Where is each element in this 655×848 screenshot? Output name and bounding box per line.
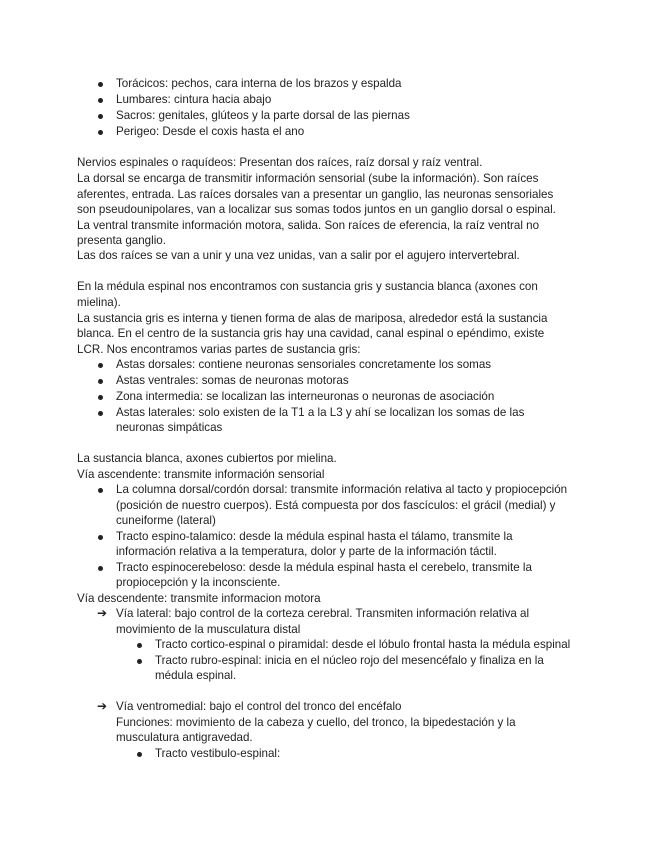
bullet-icon — [98, 130, 103, 135]
list-item: Astas ventrales: somas de neuronas motoras — [116, 374, 349, 387]
list-item: Tracto espino-talamico: desde la médula espinal hasta el tálamo, transmite la — [116, 530, 513, 543]
bullet-icon — [137, 643, 142, 648]
paragraph-line: mielina). — [77, 296, 121, 309]
bullet-icon — [98, 82, 103, 87]
bullet-icon — [137, 752, 142, 757]
list-item-continuation: propiocepción y la inconsciente. — [116, 576, 281, 589]
section-heading: Vía ascendente: transmite información sensorial — [77, 468, 325, 481]
list-item: Sacros: genitales, glúteos y la parte dorsal de las piernas — [116, 109, 410, 122]
arrow-item-continuation: movimiento de la musculatura distal — [116, 623, 301, 636]
paragraph-line: La sustancia blanca, axones cubiertos por mielina. — [77, 452, 337, 465]
paragraph-line: presenta ganglio. — [77, 234, 166, 247]
list-item-continuation: cuneiforme (lateral) — [116, 514, 216, 527]
list-item: Lumbares: cintura hacia abajo — [116, 93, 272, 106]
list-item: Tracto espinocerebeloso: desde la médula espinal hasta el cerebelo, transmite la — [116, 561, 532, 574]
bullet-icon — [98, 379, 103, 384]
paragraph-line: son pseudounipolares, van a localizar sus somas todos juntos en un ganglio dorsal o espinal. — [77, 203, 556, 216]
sub-list-item-continuation: médula espinal. — [155, 669, 237, 682]
bullet-icon — [98, 535, 103, 540]
bullet-icon — [98, 566, 103, 571]
sub-list-item: Tracto vestibulo-espinal: — [155, 747, 281, 760]
bullet-icon — [98, 114, 103, 119]
list-item-continuation: información relativa a la temperatura, dolor y parte de la información táctil. — [116, 545, 497, 558]
paragraph-line: La sustancia gris es interna y tienen forma de alas de mariposa, alrededor está la sustancia — [77, 312, 548, 325]
bullet-icon — [98, 411, 103, 416]
arrow-item: Vía ventromedial: bajo el control del tronco del encéfalo — [116, 700, 402, 713]
paragraph-line: LCR. Nos encontramos varias partes de sustancia gris: — [77, 343, 361, 356]
bullet-icon — [98, 395, 103, 400]
paragraph-line: La ventral transmite información motora, salida. Son raíces de eferencia, la raíz ventral no — [77, 219, 540, 232]
paragraph-line: En la médula espinal nos encontramos con sustancia gris y sustancia blanca (axones con — [77, 280, 538, 293]
sub-list-item: Tracto rubro-espinal: inicia en el núcleo rojo del mesencéfalo y finaliza en la — [155, 654, 544, 667]
paragraph-line: blanca. En el centro de la sustancia gris hay una cavidad, canal espinal o epéndimo, existe — [77, 327, 545, 340]
bullet-icon — [98, 363, 103, 368]
arrow-item-continuation: musculatura antigravedad. — [116, 731, 253, 744]
bullet-icon — [98, 488, 103, 493]
paragraph-line: La dorsal se encarga de transmitir información sensorial (sube la información). Son raíces — [77, 172, 539, 185]
list-item: Astas dorsales: contiene neuronas sensoriales concretamente los somas — [116, 358, 492, 371]
list-item: Astas laterales: solo existen de la T1 a la L3 y ahí se localizan los somas de las — [116, 406, 525, 419]
section-heading: Vía descendente: transmite informacion motora — [77, 592, 321, 605]
list-item: Zona intermedia: se localizan las interneuronas o neuronas de asociación — [116, 390, 495, 403]
paragraph-line: aferentes, entrada. Las raíces dorsales van a presentar un ganglio, las neuronas sensoriales — [77, 188, 554, 201]
arrow-item-continuation: Funciones: movimiento de la cabeza y cuello, del tronco, la bipedestación y la — [116, 716, 516, 729]
paragraph-line: Nervios espinales o raquídeos: Presentan dos raíces, raíz dorsal y raíz ventral. — [77, 156, 483, 169]
sub-list-item: Tracto cortico-espinal o piramidal: desde el lóbulo frontal hasta la médula espinal — [155, 638, 571, 651]
paragraph-line: Las dos raíces se van a unir y una vez unidas, van a salir por el agujero intervertebral. — [77, 249, 520, 262]
list-item: Torácicos: pechos, cara interna de los brazos y espalda — [116, 77, 402, 90]
arrow-item: Vía lateral: bajo control de la corteza cerebral. Transmiten información relativa al — [116, 607, 530, 620]
list-item-continuation: neuronas simpáticas — [116, 421, 223, 434]
bullet-icon — [137, 659, 142, 664]
arrow-right-icon: ➔ — [97, 699, 108, 713]
list-item-continuation: (posición de nuestro cuerpos). Está compuesta por dos fascículos: el grácil (medial) y — [116, 499, 556, 512]
bullet-icon — [98, 98, 103, 103]
list-item: La columna dorsal/cordón dorsal: transmite información relativa al tacto y propiocepción — [116, 483, 568, 496]
list-item: Perigeo: Desde el coxis hasta el ano — [116, 125, 305, 138]
arrow-right-icon: ➔ — [97, 606, 108, 620]
